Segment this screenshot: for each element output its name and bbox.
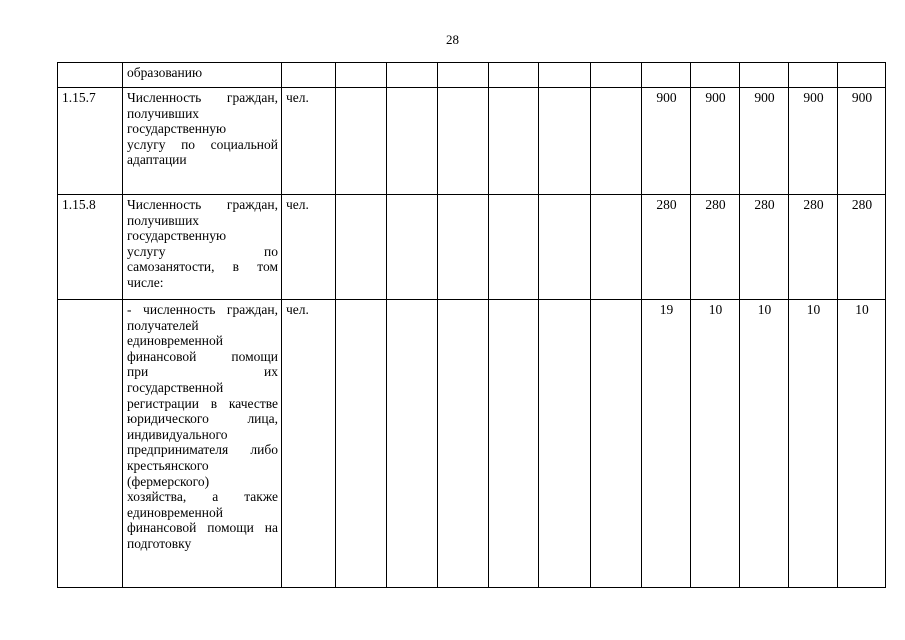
value-cell: 19 [642, 300, 691, 588]
empty-cell [591, 300, 642, 588]
description-line: единовременной [127, 504, 223, 520]
value-cell [838, 63, 886, 88]
description-line: Численность граждан, [127, 90, 278, 105]
indicator-description-cell [123, 63, 282, 88]
value-cell [642, 63, 691, 88]
description-line: индивидуального [127, 426, 228, 442]
empty-cell [336, 300, 387, 588]
empty-cell [387, 195, 438, 300]
indicator-description-cell [123, 300, 282, 588]
description-line: образованию [127, 65, 203, 80]
description-line: самозанятости, в том [127, 259, 278, 275]
value-cell: 280 [838, 195, 886, 300]
value-cell: 10 [691, 300, 740, 588]
description-line: услугу по [127, 243, 278, 259]
table-row [58, 300, 886, 588]
unit-cell: чел. [282, 300, 336, 588]
value-cell: 10 [740, 300, 789, 588]
empty-cell [489, 195, 539, 300]
table-row [58, 88, 886, 195]
value-cell: 280 [740, 195, 789, 300]
description-line: при их [127, 364, 278, 380]
empty-cell [438, 63, 489, 88]
value-cell: 10 [789, 300, 838, 588]
description-line: крестьянского [127, 457, 209, 473]
description-line: юридического лица, [127, 411, 278, 427]
empty-cell [489, 88, 539, 195]
value-cell: 280 [642, 195, 691, 300]
row-number-cell [58, 63, 123, 88]
empty-cell [591, 63, 642, 88]
empty-cell [387, 300, 438, 588]
indicator-description-cell [123, 88, 282, 195]
value-cell: 900 [642, 88, 691, 195]
description-line: услугу по социальной [127, 136, 278, 152]
unit-cell: чел. [282, 195, 336, 300]
empty-cell [591, 88, 642, 195]
empty-cell [438, 300, 489, 588]
value-cell: 900 [838, 88, 886, 195]
description-line: предпринимателя либо [127, 442, 278, 458]
indicator-description-cell [123, 195, 282, 300]
value-cell [740, 63, 789, 88]
value-cell [691, 63, 740, 88]
value-cell: 10 [838, 300, 886, 588]
description-line: финансовой помощи на [127, 520, 278, 536]
empty-cell [438, 195, 489, 300]
empty-cell [387, 63, 438, 88]
description-line: регистрации в качестве [127, 395, 278, 411]
page-number: 28 [446, 32, 459, 47]
description-line: получивших [127, 105, 200, 121]
value-cell: 900 [740, 88, 789, 195]
indicator-table [57, 62, 886, 588]
empty-cell [336, 195, 387, 300]
value-cell: 280 [789, 195, 838, 300]
empty-cell [336, 63, 387, 88]
empty-cell [489, 300, 539, 588]
row-number-cell: 1.15.8 [58, 195, 123, 300]
value-cell: 900 [789, 88, 838, 195]
description-line: получивших [127, 212, 200, 228]
empty-cell [591, 195, 642, 300]
description-line: числе: [127, 274, 164, 290]
empty-cell [539, 63, 591, 88]
description-line: Численность граждан, [127, 197, 278, 212]
description-line: (фермерского) [127, 473, 210, 489]
description-line: государственной [127, 379, 224, 395]
empty-cell [489, 63, 539, 88]
row-number-cell [58, 300, 123, 588]
description-line: государственную [127, 228, 227, 244]
empty-cell [539, 195, 591, 300]
description-line: получателей [127, 317, 199, 333]
unit-cell [282, 63, 336, 88]
unit-cell: чел. [282, 88, 336, 195]
value-cell [789, 63, 838, 88]
empty-cell [539, 300, 591, 588]
empty-cell [438, 88, 489, 195]
description-line: - численность граждан, [127, 302, 278, 317]
empty-cell [539, 88, 591, 195]
description-line: подготовку [127, 535, 192, 551]
description-line: хозяйства, а также [127, 489, 278, 505]
value-cell: 900 [691, 88, 740, 195]
value-cell: 280 [691, 195, 740, 300]
empty-cell [387, 88, 438, 195]
description-line: государственную [127, 121, 227, 137]
description-line: финансовой помощи [127, 348, 278, 364]
table-row [58, 63, 886, 88]
description-line: адаптации [127, 152, 187, 168]
row-number-cell: 1.15.7 [58, 88, 123, 195]
table-row [58, 195, 886, 300]
description-line: единовременной [127, 333, 223, 349]
empty-cell [336, 88, 387, 195]
